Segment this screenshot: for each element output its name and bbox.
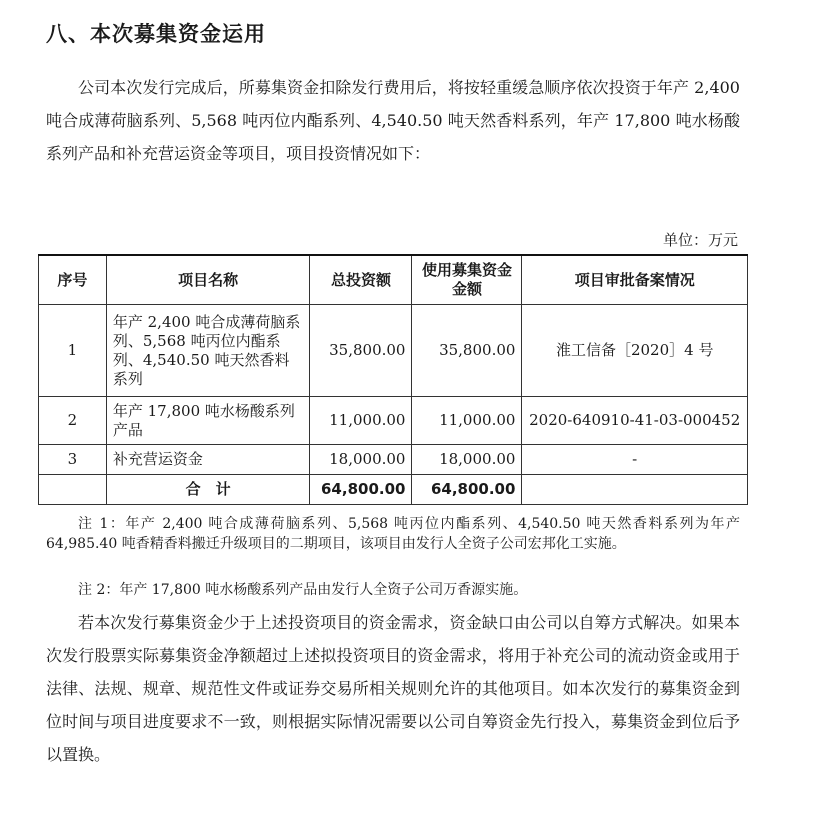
- header-approval: 项目审批备案情况: [522, 255, 748, 305]
- row-total-investment: 35,800.00: [310, 305, 412, 397]
- row-raised-funds: 11,000.00: [412, 397, 522, 445]
- section-heading: 八、本次募集资金运用: [46, 22, 266, 46]
- row-index: 1: [39, 305, 107, 397]
- row-index: 3: [39, 445, 107, 475]
- table-total-row: [39, 475, 748, 505]
- row-raised-funds: 18,000.00: [412, 445, 522, 475]
- row-approval: 淮工信备［2020］4 号: [522, 305, 748, 397]
- row-index: 2: [39, 397, 107, 445]
- header-project-name: 项目名称: [106, 255, 310, 305]
- total-index-empty: [39, 475, 107, 505]
- unit-label: 单位：万元: [662, 231, 738, 249]
- row-project-name: 年产 17,800 吨水杨酸系列产品: [106, 397, 310, 445]
- row-total-investment: 11,000.00: [310, 397, 412, 445]
- row-project-name: 补充营运资金: [106, 445, 310, 475]
- table-row: [39, 305, 748, 397]
- row-total-investment: 18,000.00: [310, 445, 412, 475]
- note-1: 注 1：年产 2,400 吨合成薄荷脑系列、5,568 吨丙位内酯系列、4,540.50 吨天然香料系列为年产 64,985.40 吨香精香料搬迁升级项目的二期项目，该项目由发行人全资子公司宏邦化工实施。: [46, 516, 740, 552]
- fund-usage-table: [38, 254, 748, 505]
- total-investment-sum: 64,800.00: [310, 475, 412, 505]
- header-total-investment: 总投资额: [310, 255, 412, 305]
- total-label: 合 计: [106, 475, 310, 505]
- row-approval: 2020-640910-41-03-000452: [522, 397, 748, 445]
- table-row: [39, 445, 748, 475]
- header-raised-funds: 使用募集资金金额: [412, 255, 522, 305]
- table-row: [39, 397, 748, 445]
- closing-paragraph: 若本次发行募集资金少于上述投资项目的资金需求，资金缺口由公司以自筹方式解决。如果本次发行股票实际募集资金净额超过上述拟投资项目的资金需求，将用于补充公司的流动资金或用于法律、法规、规章、规范性文件或证券交易所相关规则允许的其他项目。如本次发行的募集资金到位时间与项目进度要求不一致，则根据实际情况需要以公司自筹资金先行投入，募集资金到位后予以置换。: [46, 613, 740, 764]
- total-raised-sum: 64,800.00: [412, 475, 522, 505]
- header-index: 序号: [39, 255, 107, 305]
- note-2: 注 2：年产 17,800 吨水杨酸系列产品由发行人全资子公司万香源实施。: [78, 582, 528, 598]
- row-project-name: 年产 2,400 吨合成薄荷脑系列、5,568 吨丙位内酯系列、4,540.50 吨天然香料系列: [106, 305, 310, 397]
- row-raised-funds: 35,800.00: [412, 305, 522, 397]
- total-approval-empty: [522, 475, 748, 505]
- table-header-row: [39, 255, 748, 305]
- row-approval: -: [522, 445, 748, 475]
- intro-paragraph: 公司本次发行完成后，所募集资金扣除发行费用后，将按轻重缓急顺序依次投资于年产 2,400 吨合成薄荷脑系列、5,568 吨丙位内酯系列、4,540.50 吨天然香料系列，年产 17,800 吨水杨酸系列产品和补充营运资金等项目，项目投资情况如下：: [46, 78, 740, 163]
